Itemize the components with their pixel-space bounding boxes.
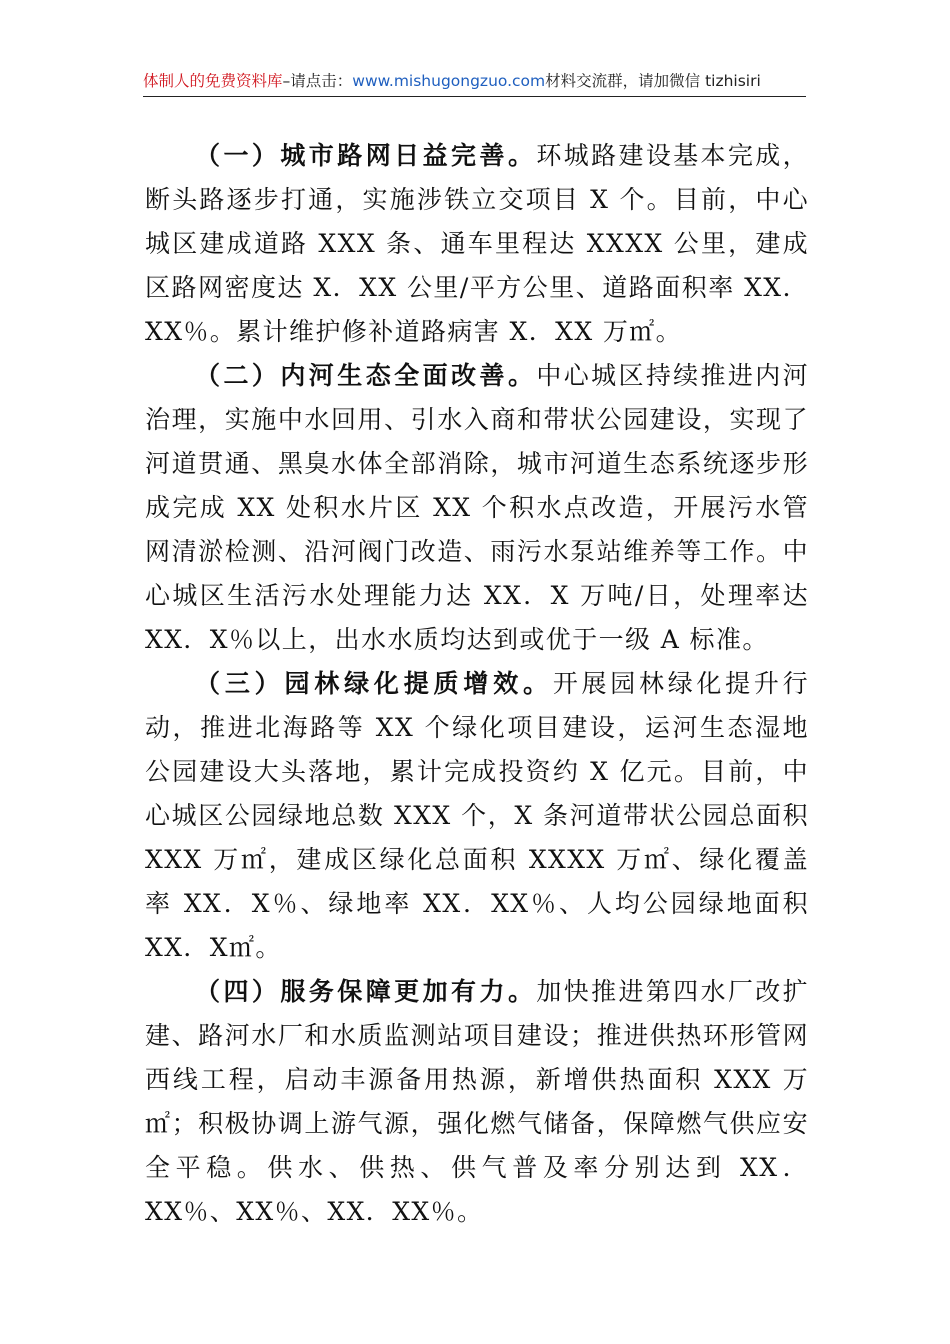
paragraph-text: 环城路建设基本完成，断头路逐步打通，实施涉铁立交项目 X 个。目前，中心城区建成道路 XXX 条、通车里程达 XXXX 公里，建成区路网密度达 X．XX 公里/平方公里、道路面积率 XX．XX％。累计维护修补道路病害 X．XX 万㎡。 <box>145 141 809 346</box>
paragraph-road-network <box>145 134 809 354</box>
paragraph-greening <box>145 662 809 970</box>
paragraph-heading: （四）服务保障更加有力。 <box>195 977 537 1006</box>
paragraph-service-guarantee <box>145 970 809 1234</box>
paragraph-text: 加快推进第四水厂改扩建、路河水厂和水质监测站项目建设；推进供热环形管网西线工程，启动丰源备用热源，新增供热面积 XXX 万㎡；积极协调上游气源，强化燃气储备，保障燃气供应安全平稳。供水、供热、供气普及率分别达到 XX．XX％、XX％、XX．XX％。 <box>145 977 809 1226</box>
paragraph-river-ecology <box>145 354 809 662</box>
header-url-link[interactable]: www.mishugongzuo.com <box>352 72 546 90</box>
document-body <box>145 134 809 1234</box>
paragraph-text: 开展园林绿化提升行动，推进北海路等 XX 个绿化项目建设，运河生态湿地公园建设大头落地，累计完成投资约 X 亿元。目前，中心城区公园绿地总数 XXX 个，X 条河道带状公园总面积 XXX 万㎡，建成区绿化总面积 XXXX 万㎡、绿化覆盖率 XX．X％、绿地率 XX．XX％、人均公园绿地面积 XX．X㎡。 <box>145 669 809 962</box>
paragraph-heading: （一）城市路网日益完善。 <box>195 141 537 170</box>
header-brand: 体制人的免费资料库 <box>143 72 283 90</box>
paragraph-text: 中心城区持续推进内河治理，实施中水回用、引水入商和带状公园建设，实现了河道贯通、黑臭水体全部消除，城市河道生态系统逐步形成完成 XX 处积水片区 XX 个积水点改造，开展污水管网清淤检测、沿河阀门改造、雨污水泵站维养等工作。中心城区生活污水处理能力达 XX．X 万吨/日，处理率达 XX．X％以上，出水水质均达到或优于一级 A 标准。 <box>145 361 809 654</box>
header-prompt: –请点击： <box>282 72 353 90</box>
paragraph-heading: （三）园林绿化提质增效。 <box>195 669 553 698</box>
paragraph-heading: （二）内河生态全面改善。 <box>195 361 537 390</box>
header-note: 材料交流群，请加微信 tizhisiri <box>545 72 761 90</box>
watermark-header <box>143 70 806 97</box>
